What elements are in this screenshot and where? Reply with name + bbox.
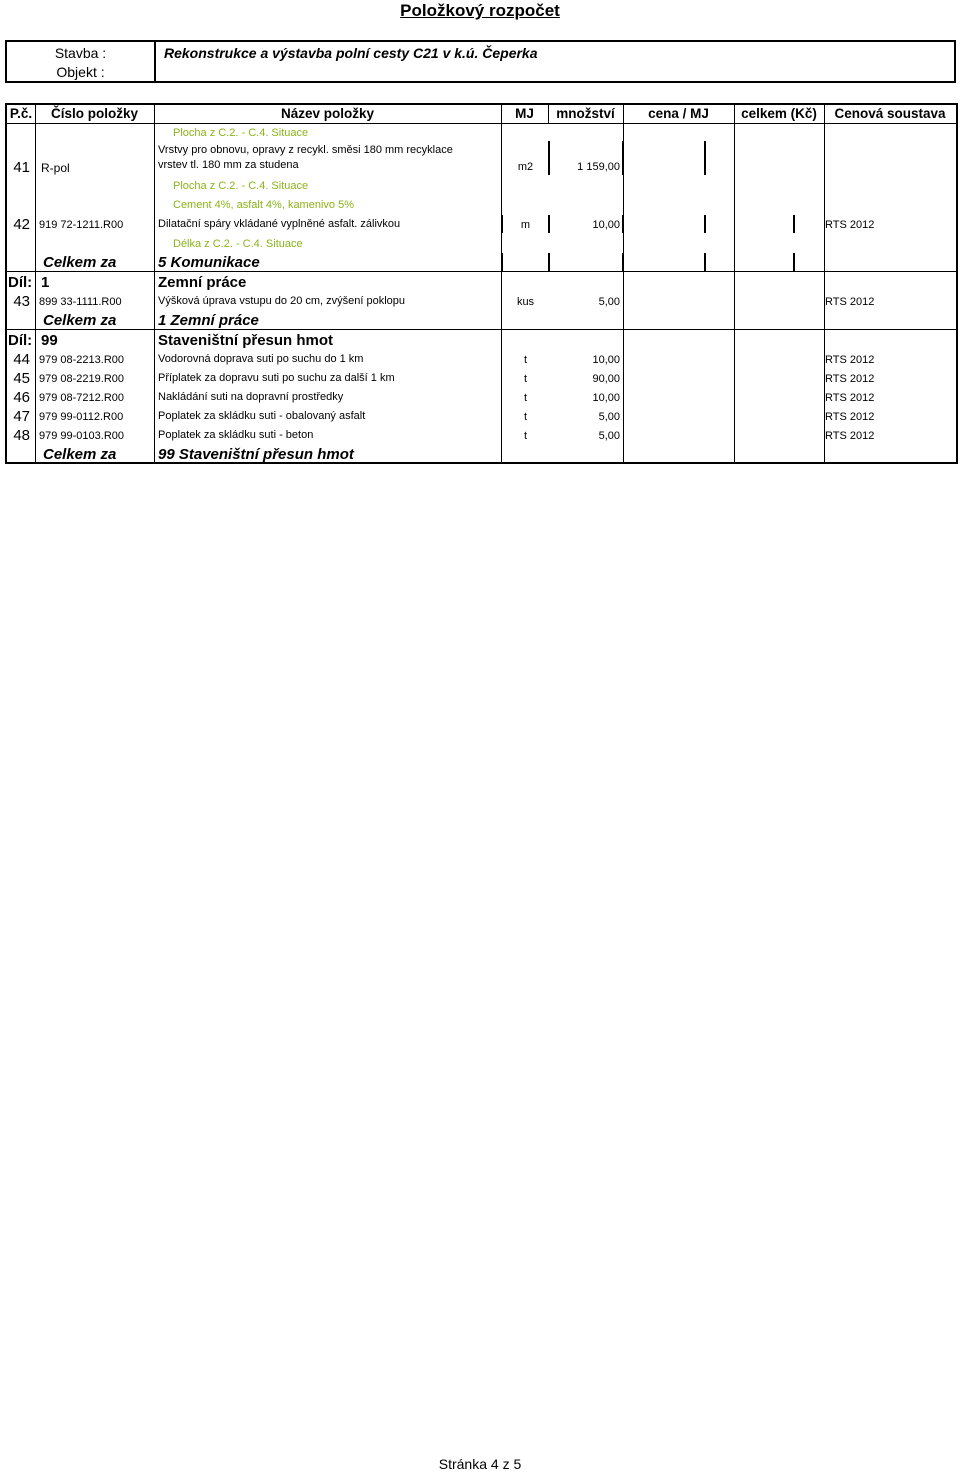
col-header-qty: množství [556, 106, 615, 121]
col-header-pc: P.č. [9, 106, 33, 121]
row-number: 42 [13, 216, 30, 233]
section-total-value: 1 Zemní práce [158, 312, 259, 329]
item-unit: t [523, 354, 528, 366]
section-total-label: Celkem za [43, 254, 117, 271]
row-number: 43 [13, 293, 30, 310]
item-code: 899 33-1111.R00 [39, 296, 122, 308]
item-price-system: RTS 2012 [825, 296, 875, 308]
item-price-system: RTS 2012 [825, 373, 875, 385]
item-code: 979 08-2219.R00 [39, 373, 125, 385]
item-unit: t [523, 430, 528, 442]
row-number: 47 [13, 408, 30, 425]
row-number: 46 [13, 389, 30, 406]
stavba-label: Stavba : [54, 45, 107, 61]
section-total-label: Celkem za [43, 312, 117, 329]
project-header [5, 40, 956, 83]
item-unit: m [520, 219, 531, 231]
item-price-system: RTS 2012 [825, 392, 875, 404]
budget-table [5, 103, 958, 464]
col-header-system: Cenová soustava [834, 106, 946, 121]
item-quantity: 5,00 [598, 296, 620, 308]
section-total-value: 5 Komunikace [158, 254, 260, 271]
note-text: Plocha z C.2. - C.4. Situace [173, 127, 309, 139]
item-name: Výšková úprava vstupu do 20 cm, zvýšení poklopu [158, 295, 406, 307]
row-number: 45 [13, 370, 30, 387]
item-code: 979 99-0103.R00 [39, 430, 125, 442]
col-header-name: Název položky [280, 106, 375, 121]
item-name: Příplatek za dopravu suti po suchu za další 1 km [158, 372, 395, 384]
row-number: 48 [13, 427, 30, 444]
item-unit: t [523, 392, 528, 404]
item-name: Vrstvy pro obnovu, opravy z recykl. směsi 180 mm recyklace [158, 144, 453, 156]
item-quantity: 90,00 [592, 373, 620, 385]
section-total-label: Celkem za [43, 446, 117, 463]
item-code: 919 72-1211.R00 [39, 219, 124, 231]
item-price-system: RTS 2012 [825, 219, 875, 231]
item-unit: t [523, 411, 528, 423]
col-header-mj: MJ [515, 106, 534, 121]
section-total-value: 99 Staveništní přesun hmot [158, 446, 354, 463]
note-text: Plocha z C.2. - C.4. Situace [173, 180, 309, 192]
item-name: Poplatek za skládku suti - beton [158, 429, 314, 441]
note-text: Délka z C.2. - C.4. Situace [173, 238, 303, 250]
item-unit: t [523, 373, 528, 385]
item-code: 979 99-0112.R00 [39, 411, 124, 423]
item-code: R-pol [41, 161, 70, 175]
item-quantity: 5,00 [598, 411, 620, 423]
col-header-total: celkem (Kč) [741, 106, 817, 121]
item-name: Poplatek za skládku suti - obalovaný asfalt [158, 410, 366, 422]
item-quantity: 10,00 [592, 392, 620, 404]
item-unit: kus [516, 296, 535, 308]
item-price-system: RTS 2012 [825, 411, 875, 423]
item-price-system: RTS 2012 [825, 354, 875, 366]
item-name: Vodorovná doprava suti po suchu do 1 km [158, 353, 364, 365]
row-number: 44 [13, 351, 30, 368]
col-header-unit-price: cena / MJ [648, 106, 709, 121]
item-unit: m2 [517, 161, 534, 173]
page-title: Položkový rozpočet [400, 1, 560, 20]
row-number: 41 [13, 159, 30, 176]
section-number: 1 [41, 274, 50, 291]
item-quantity: 10,00 [592, 354, 620, 366]
item-code: 979 08-2213.R00 [39, 354, 125, 366]
stavba-value: Rekonstrukce a výstavba polní cesty C21 v k.ú. Čeperka [164, 45, 538, 61]
section-label: Díl: [8, 332, 33, 349]
section-name: Zemní práce [158, 274, 247, 291]
item-price-system: RTS 2012 [825, 430, 875, 442]
page-number: Stránka 4 z 5 [438, 1456, 522, 1472]
section-name: Staveništní přesun hmot [158, 332, 334, 349]
note-text: Cement 4%, asfalt 4%, kamenivo 5% [173, 199, 354, 211]
item-quantity: 1 159,00 [577, 161, 620, 173]
objekt-label: Objekt : [56, 64, 105, 80]
section-label: Díl: [8, 274, 33, 291]
item-name: vrstev tl. 180 mm za studena [158, 159, 299, 171]
item-quantity: 10,00 [592, 219, 620, 231]
item-quantity: 5,00 [598, 430, 620, 442]
section-number: 99 [41, 332, 58, 349]
col-header-code: Číslo položky [50, 106, 138, 121]
item-name: Nakládání suti na dopravní prostředky [158, 391, 344, 403]
item-code: 979 08-7212.R00 [39, 392, 125, 404]
item-name: Dilatační spáry vkládané vyplněné asfalt. zálivkou [158, 218, 401, 230]
